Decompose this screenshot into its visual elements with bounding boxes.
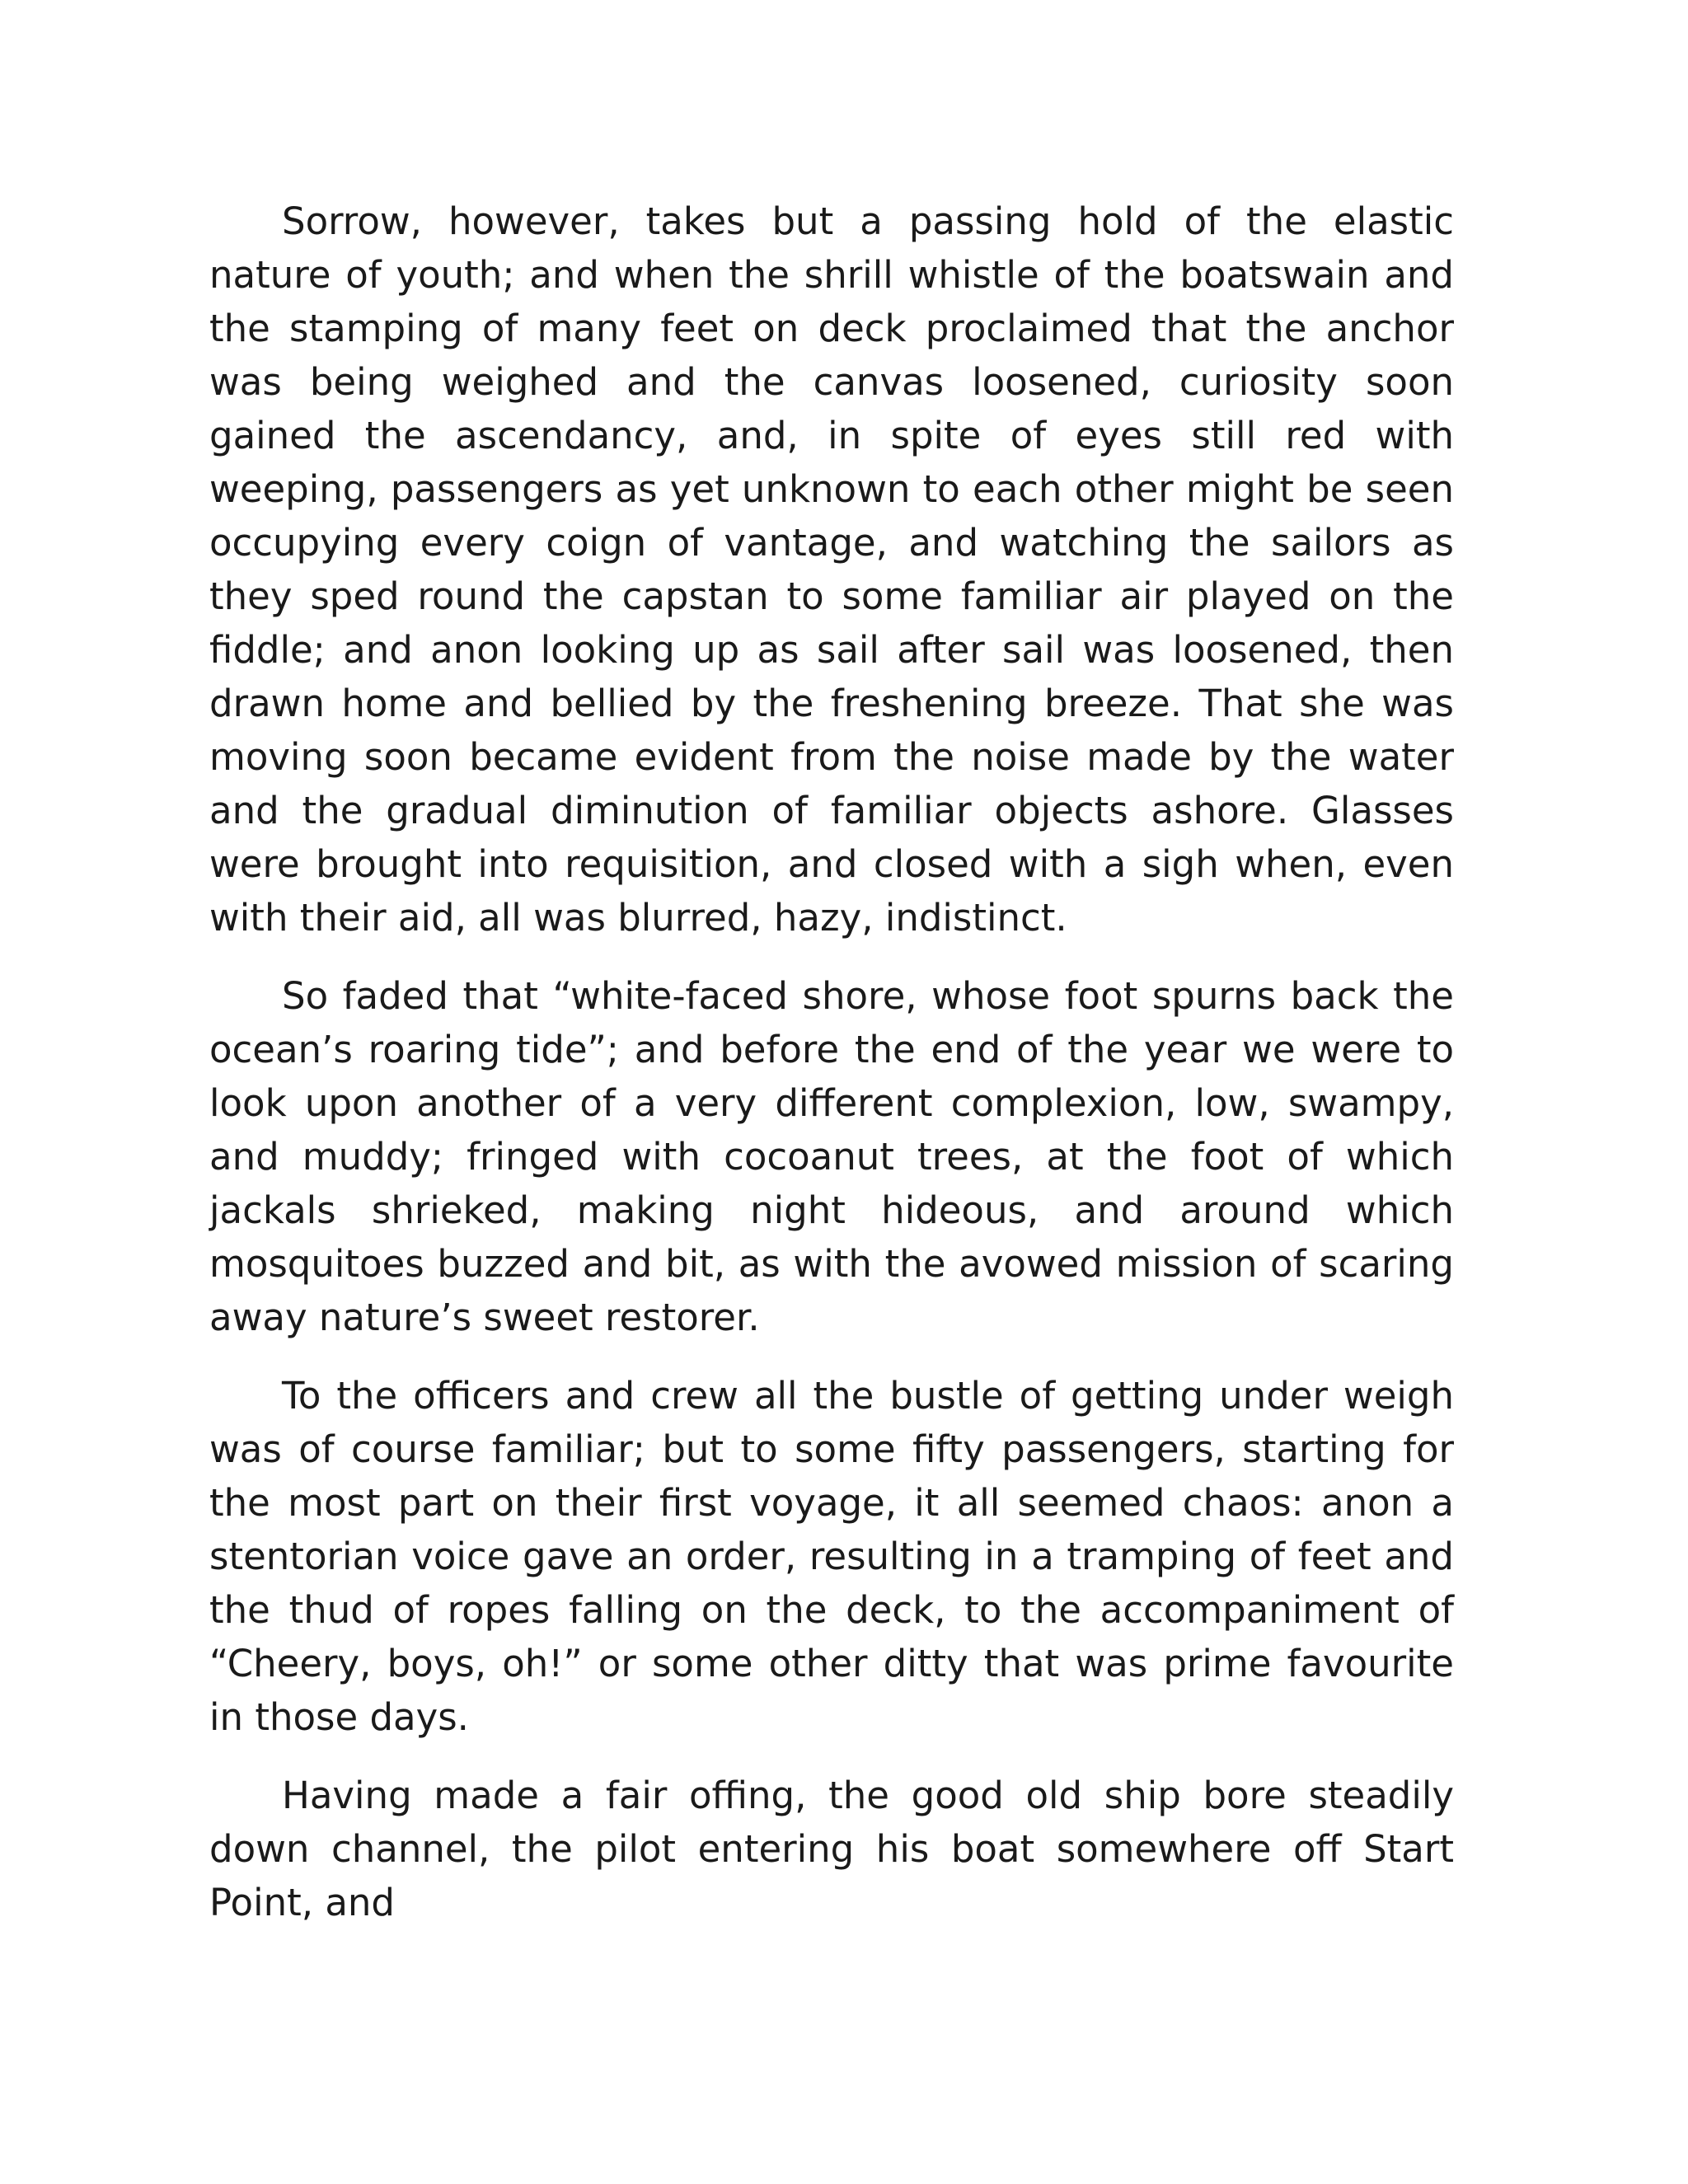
- paragraph-3: To the officers and crew all the bustle of getting under weigh was of course familiar; but to some fifty passengers, starting for the most part on their first voyage, it all seemed chaos: anon a stentorian voice gave an order, resulting in a tramping of feet and the thud of ropes falling on the deck, to the accompaniment of “Cheery, boys, oh!” or some other ditty that was prime favourite in those days.: [209, 1374, 1454, 1739]
- paragraph-4: Having made a fair offing, the good old ship bore steadily down channel, the pilot entering his boat somewhere off Start Point, and: [209, 1774, 1454, 1924]
- paragraph-1: Sorrow, however, takes but a passing hold of the elastic nature of youth; and when the shrill whistle of the boatswain and the stamping of many feet on deck proclaimed that the anchor was being weighed and the canvas loosened, curiosity soon gained the ascendancy, and, in spite of eyes still red with weeping, passengers as yet unknown to each other might be seen occupying every coign of vantage, and watching the sailors as they sped round the capstan to some familiar air played on the fiddle; and anon looking up as sail after sail was loosened, then drawn home and bellied by the freshening breeze. That she was moving soon became evident from the noise made by the water and the gradual diminution of familiar objects ashore. Glasses were brought into requisition, and closed with a sigh when, even with their aid, all was blurred, hazy, indistinct.: [209, 199, 1454, 940]
- body-text: [209, 194, 1454, 1924]
- paragraph-2: So faded that “white-faced shore, whose foot spurns back the ocean’s roaring tide”; and before the end of the year we were to look upon another of a very different complexion, low, swampy, and muddy; fringed with cocoanut trees, at the foot of which jackals shrieked, making night hideous, and around which mosquitoes buzzed and bit, as with the avowed mission of scaring away nature’s sweet restorer.: [209, 974, 1454, 1339]
